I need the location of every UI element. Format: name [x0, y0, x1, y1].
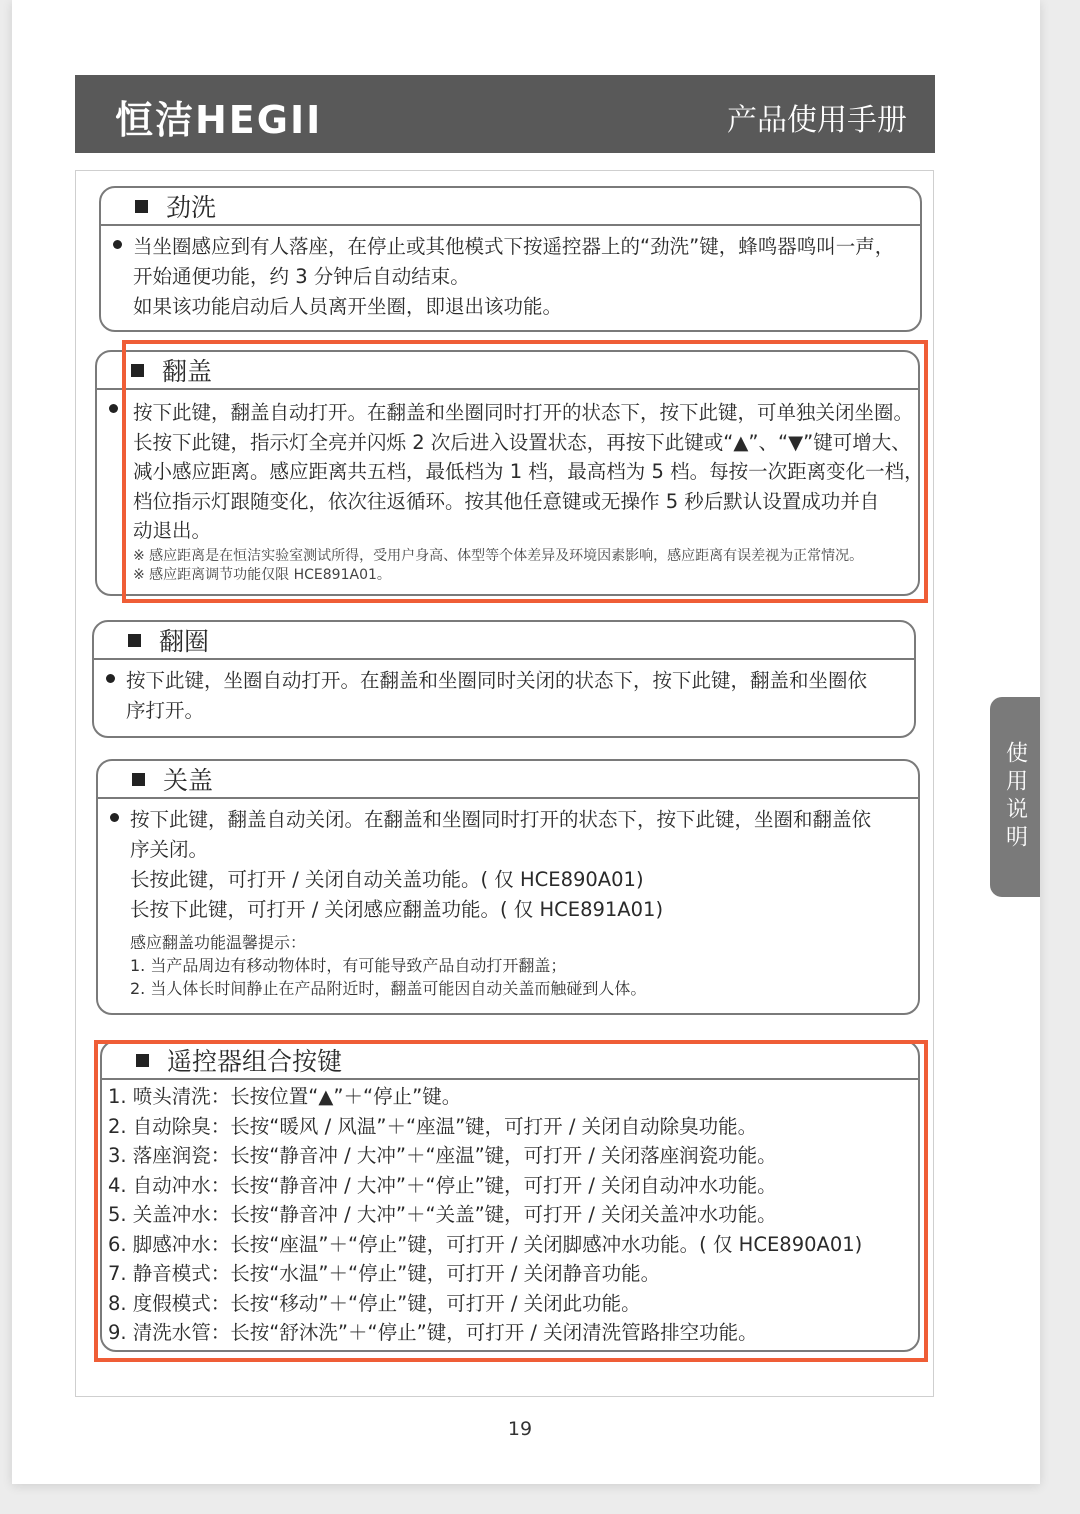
list-item: 5. 关盖冲水：长按“静音冲 / 大冲”＋“关盖”键，可打开 / 关闭关盖冲水功能。: [108, 1203, 777, 1226]
section-title: 关盖: [163, 766, 214, 795]
square-bullet-icon: [128, 634, 141, 647]
section-header: [97, 352, 918, 390]
tip-line: 1. 当产品周边有移动物体时，有可能导致产品自动打开翻盖；: [130, 956, 567, 975]
list-item: 1. 喷头清洗：长按位置“▲”＋“停止”键。: [108, 1085, 462, 1108]
bullet-icon: [113, 240, 122, 249]
list-item: 2. 自动除臭：长按“暖风 / 风温”＋“座温”键，可打开 / 关闭自动除臭功能。: [108, 1114, 758, 1138]
list-item: 8. 度假模式：长按“移动”＋“停止”键，可打开 / 关闭此功能。: [108, 1291, 641, 1315]
list-item: 9. 清洗水管：长按“舒沐洗”＋“停止”键，可打开 / 关闭清洗管路排空功能。: [108, 1321, 758, 1344]
section-fangai: [95, 350, 924, 596]
body-line: 按下此键，翻盖自动关闭。在翻盖和坐圈同时打开的状态下，按下此键，坐圈和翻盖依: [130, 808, 872, 831]
section-remote-combos: [100, 1040, 920, 1352]
body-line: 按下此键，坐圈自动打开。在翻盖和坐圈同时关闭的状态下，按下此键，翻盖和坐圈依: [126, 669, 868, 692]
bullet-icon: [110, 813, 119, 822]
section-title: 遥控器组合按键: [167, 1047, 343, 1076]
tip-line: 感应翻盖功能温馨提示：: [130, 933, 307, 952]
list-item: 3. 落座润瓷：长按“静音冲 / 大冲”＋“座温”键，可打开 / 关闭落座润瓷功能。: [108, 1144, 777, 1167]
body-line: 长按下此键，可打开 / 关闭感应翻盖功能。( 仅 HCE891A01): [130, 898, 664, 921]
section-header: [102, 1042, 918, 1080]
footnote: ※ 感应距离是在恒洁实验室测试所得，受用户身高、体型等个体差异及环境因素影响，感应距离有误差视为正常情况。: [133, 547, 864, 564]
section-body: [94, 660, 914, 726]
tip-line: 2. 当人体长时间静止在产品附近时，翻盖可能因自动关盖而触碰到人体。: [130, 979, 647, 998]
section-body: [98, 799, 918, 1000]
section-title: 翻圈: [159, 627, 210, 656]
section-body: [97, 390, 924, 585]
combo-list: [102, 1080, 918, 1348]
body-line: 序打开。: [126, 699, 205, 722]
section-header: [101, 188, 920, 226]
bullet-icon: [106, 674, 115, 683]
list-item: 4. 自动冲水：长按“静音冲 / 大冲”＋“停止”键，可打开 / 关闭自动冲水功能。: [108, 1173, 777, 1197]
body-line: 当坐圈感应到有人落座，在停止或其他模式下按遥控器上的“劲洗”键，蜂鸣器鸣叫一声，: [133, 235, 895, 258]
section-header: [98, 761, 918, 799]
section-title: 翻盖: [162, 357, 213, 386]
body-line: 动退出。: [133, 519, 212, 542]
body-line: 档位指示灯跟随变化，依次往返循环。按其他任意键或无操作 5 秒后默认设置成功并自: [133, 489, 880, 513]
footnote: ※ 感应距离调节功能仅限 HCE891A01。: [133, 566, 391, 583]
square-bullet-icon: [132, 773, 145, 786]
body-line: 长按此键，可打开 / 关闭自动关盖功能。( 仅 HCE890A01): [130, 868, 644, 891]
section-fanquan: [92, 620, 916, 738]
body-line: 减小感应距离。感应距离共五档，最低档为 1 档，最高档为 5 档。每按一次距离变化一档，: [133, 460, 924, 483]
body-line: 序关闭。: [130, 838, 209, 861]
body-line: 按下此键，翻盖自动打开。在翻盖和坐圈同时打开的状态下，按下此键，可单独关闭坐圈。: [133, 401, 914, 424]
square-bullet-icon: [135, 200, 148, 213]
section-header: [94, 622, 914, 660]
side-tab-label: 使用说明: [1002, 741, 1028, 853]
square-bullet-icon: [136, 1054, 149, 1067]
tips-block: [130, 931, 908, 1000]
page-header: [75, 75, 935, 153]
page-number: 19: [507, 1418, 533, 1440]
bullet-icon: [109, 404, 118, 413]
section-jinxi: [99, 186, 922, 332]
body-line: 如果该功能启动后人员离开坐圈，即退出该功能。: [133, 295, 563, 318]
manual-title: 产品使用手册: [727, 103, 907, 138]
body-line: 开始通便功能，约 3 分钟后自动结束。: [133, 265, 470, 288]
section-body: [101, 226, 920, 322]
section-guangai: [96, 759, 920, 1015]
side-tab[interactable]: [990, 697, 1040, 897]
list-item: 7. 静音模式：长按“水温”＋“停止”键，可打开 / 关闭静音功能。: [108, 1262, 661, 1285]
list-item: 6. 脚感冲水：长按“座温”＋“停止”键，可打开 / 关闭脚感冲水功能。( 仅 HCE890A01): [108, 1232, 863, 1256]
body-line: 长按下此键，指示灯全亮并闪烁 2 次后进入设置状态，再按下此键或“▲”、“▼”键可增大、: [133, 430, 911, 454]
brand-logo: 恒洁HEGII: [115, 98, 323, 142]
square-bullet-icon: [131, 364, 144, 377]
section-title: 劲洗: [166, 193, 217, 222]
